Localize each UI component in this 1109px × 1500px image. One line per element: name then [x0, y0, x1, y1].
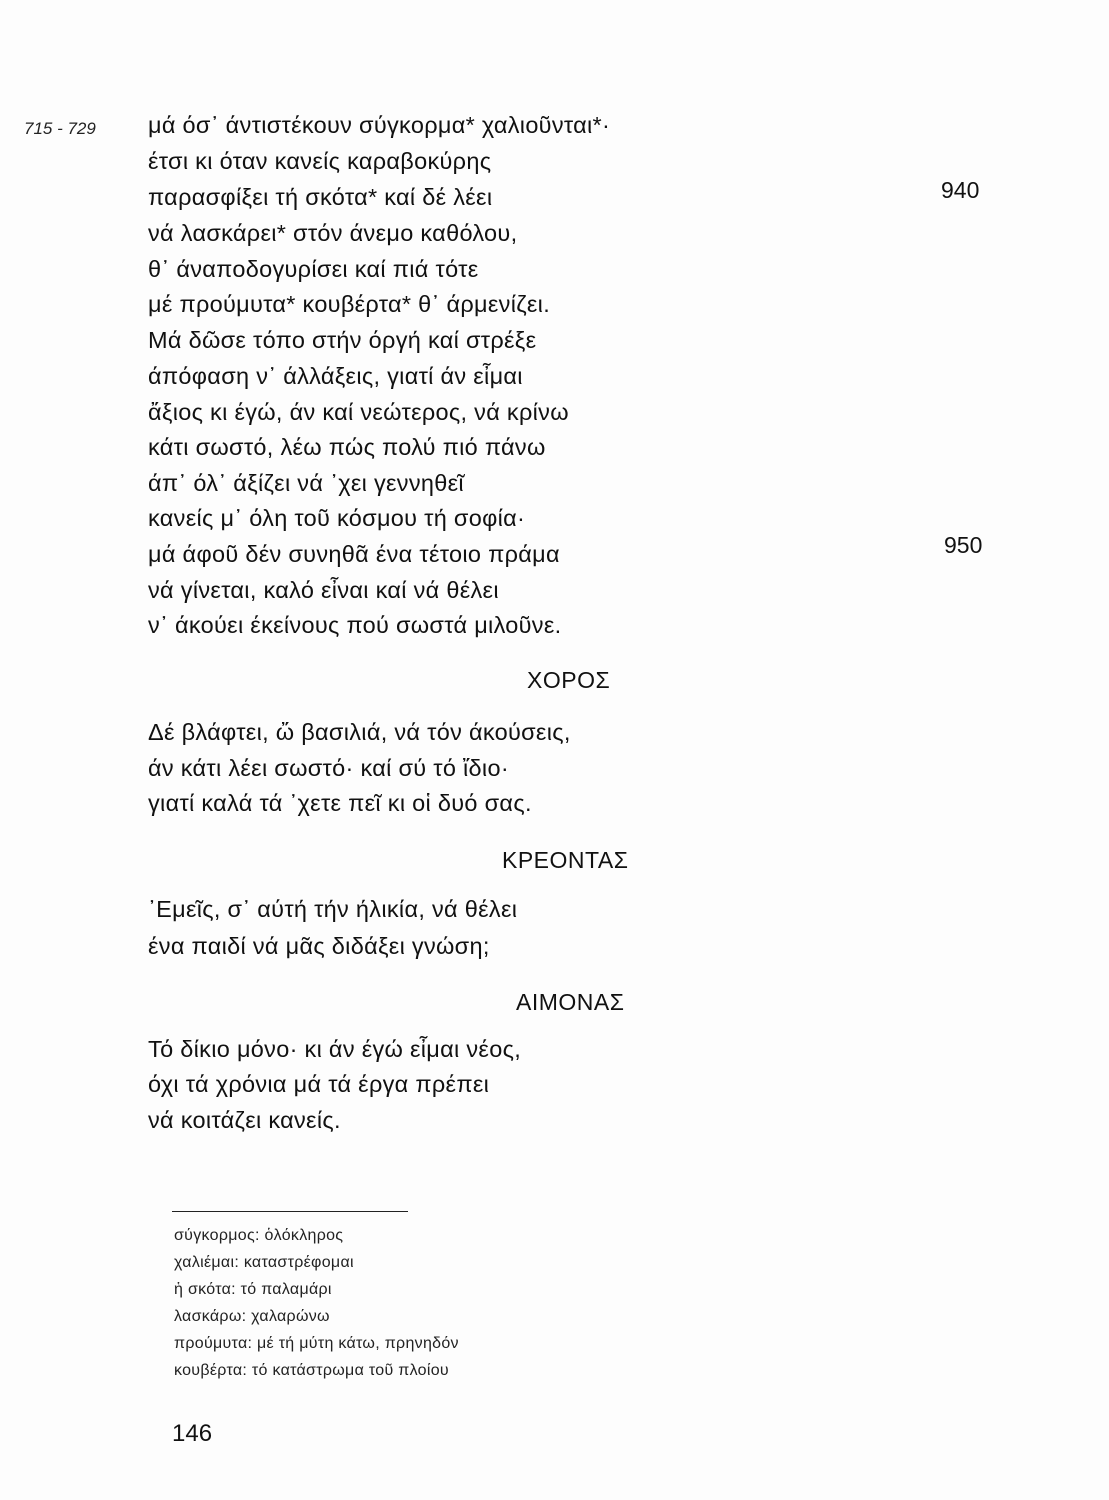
- verse-line: Δέ βλάφτει, ὤ βασιλιά, νά τόν άκούσεις,: [148, 719, 571, 745]
- verse-line: Μά δῶσε τόπο στήν όργή καί στρέξε: [148, 327, 537, 353]
- verse-line: άπόφαση ν᾽ άλλάξεις, γιατί άν εἶμαι: [148, 363, 523, 389]
- footnote-divider: [172, 1211, 408, 1212]
- footnote-item: λασκάρω: χαλαρώνω: [174, 1308, 330, 1325]
- verse-line: Τό δίκιο μόνο· κι άν έγώ εἶμαι νέος,: [148, 1036, 522, 1062]
- verse-line: όχι τά χρόνια μά τά έργα πρέπει: [148, 1071, 490, 1097]
- page-number: 146: [172, 1420, 213, 1447]
- verse-line: νά γίνεται, καλό εἶναι καί νά θέλει: [148, 577, 499, 603]
- speaker-kreontas: ΚΡΕΟΝΤΑΣ: [502, 847, 629, 873]
- speaker-aimonas: ΑΙΜΟΝΑΣ: [516, 989, 625, 1015]
- verse-line: ᾽Εμεῖς, σ᾽ αύτή τήν ήλικία, νά θέλει: [148, 896, 518, 922]
- line-range-label: 715 - 729: [24, 119, 96, 138]
- verse-line: μά άφοῦ δέν συνηθᾶ ένα τέτοιο πράμα: [148, 541, 560, 567]
- verse-line: γιατί καλά τά ᾽χετε πεῖ κι οἱ δυό σας.: [148, 790, 532, 816]
- verse-line: κάτι σωστό, λέω πώς πολύ πιό πάνω: [148, 434, 546, 460]
- verse-line: άπ᾽ όλ᾽ άξίζει νά ᾽χει γεννηθεῖ: [148, 470, 464, 496]
- verse-line: κανείς μ᾽ όλη τοῦ κόσμου τή σοφία·: [148, 505, 526, 531]
- line-number-940: 940: [941, 177, 980, 203]
- verse-line: έτσι κι όταν κανείς καραβοκύρης: [148, 148, 492, 174]
- verse-line: ἄξιος κι έγώ, άν καί νεώτερος, νά κρίνω: [148, 399, 569, 425]
- verse-line: άν κάτι λέει σωστό· καί σύ τό ἴδιο·: [148, 755, 509, 781]
- verse-line: ένα παιδί νά μᾶς διδάξει γνώση;: [148, 933, 490, 959]
- speaker-choros: ΧΟΡΟΣ: [527, 667, 611, 693]
- footnote-item: κουβέρτα: τό κατάστρωμα τοῦ πλοίου: [174, 1362, 449, 1379]
- verse-line: παρασφίξει τή σκότα* καί δέ λέει: [148, 184, 493, 210]
- verse-line: ν᾽ άκούει έκείνους πού σωστά μιλοῦνε.: [148, 612, 562, 638]
- verse-line: θ᾽ άναποδογυρίσει καί πιά τότε: [148, 256, 479, 282]
- footnote-item: σύγκορμος: ὁλόκληρος: [174, 1227, 344, 1244]
- verse-line: μά όσ᾽ άντιστέκουν σύγκορμα* χαλιοῦνται*·: [148, 112, 611, 138]
- footnote-item: χαλιέμαι: καταστρέφομαι: [174, 1254, 354, 1271]
- footnote-item: ἡ σκότα: τό παλαμάρι: [174, 1281, 332, 1298]
- footnote-item: προύμυτα: μέ τή μύτη κάτω, πρηνηδόν: [174, 1335, 459, 1352]
- verse-line: μέ προύμυτα* κουβέρτα* θ᾽ άρμενίζει.: [148, 291, 551, 317]
- verse-line: νά κοιτάζει κανείς.: [148, 1107, 341, 1133]
- verse-line: νά λασκάρει* στόν άνεμο καθόλου,: [148, 220, 518, 246]
- line-number-950: 950: [944, 532, 983, 558]
